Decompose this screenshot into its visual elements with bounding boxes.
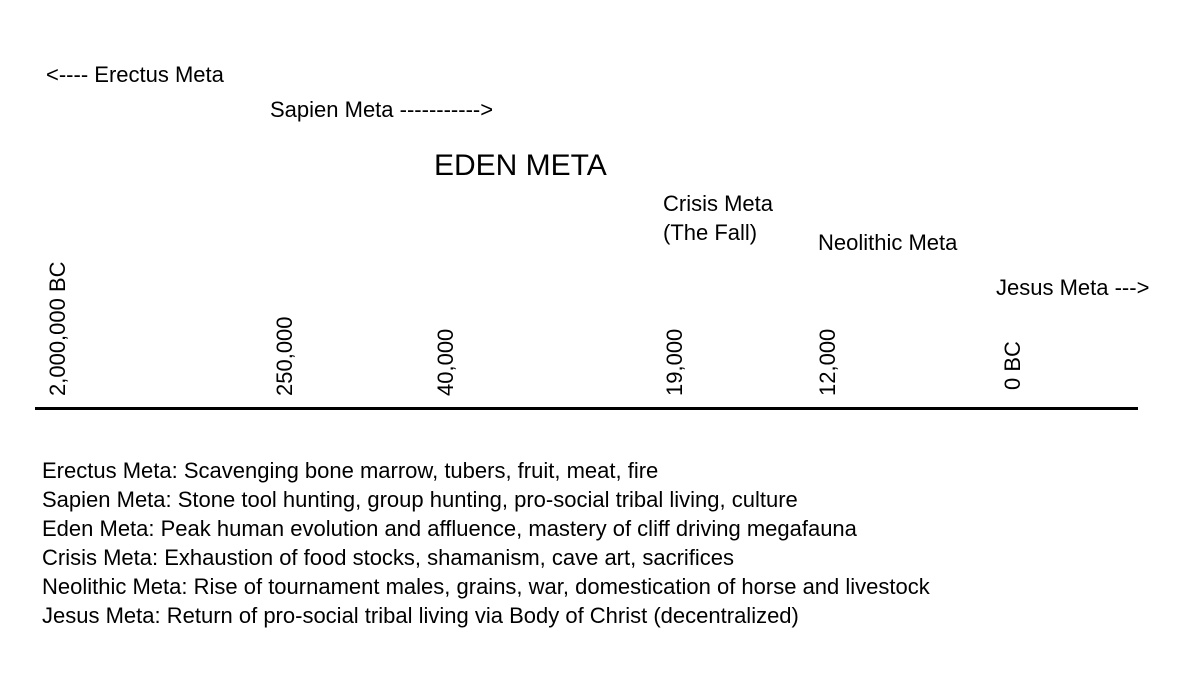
- tick-label: 12,000: [815, 328, 840, 396]
- era-label-erectus: <---- Erectus Meta: [46, 62, 224, 87]
- era-label-neolithic: Neolithic Meta: [818, 230, 958, 255]
- tick-label: 40,000: [433, 328, 458, 396]
- description-neolithic: Neolithic Meta: Rise of tournament males, grains, war, domestication of horse and livestock: [42, 574, 930, 599]
- description-erectus: Erectus Meta: Scavenging bone marrow, tubers, fruit, meat, fire: [42, 458, 659, 483]
- tick-label: 250,000: [272, 316, 297, 396]
- tick-label: 0 BC: [1000, 341, 1025, 390]
- era-descriptions: [42, 456, 930, 630]
- description-eden: Eden Meta: Peak human evolution and affluence, mastery of cliff driving megafauna: [42, 516, 857, 541]
- description-sapien: Sapien Meta: Stone tool hunting, group hunting, pro-social tribal living, culture: [42, 487, 798, 512]
- era-label-jesus: Jesus Meta --->: [996, 275, 1150, 300]
- era-label-crisis-subtitle: (The Fall): [663, 220, 758, 245]
- description-jesus: Jesus Meta: Return of pro-social tribal living via Body of Christ (decentralized): [42, 603, 799, 628]
- era-label-eden: EDEN META: [434, 149, 607, 182]
- timeline-axis-line: [35, 407, 1138, 410]
- tick-label: 2,000,000 BC: [45, 261, 70, 396]
- tick-label: 19,000: [662, 328, 687, 396]
- era-label-crisis: Crisis Meta: [663, 191, 774, 216]
- description-crisis: Crisis Meta: Exhaustion of food stocks, shamanism, cave art, sacrifices: [42, 545, 735, 570]
- era-label-sapien: Sapien Meta ----------->: [270, 97, 494, 122]
